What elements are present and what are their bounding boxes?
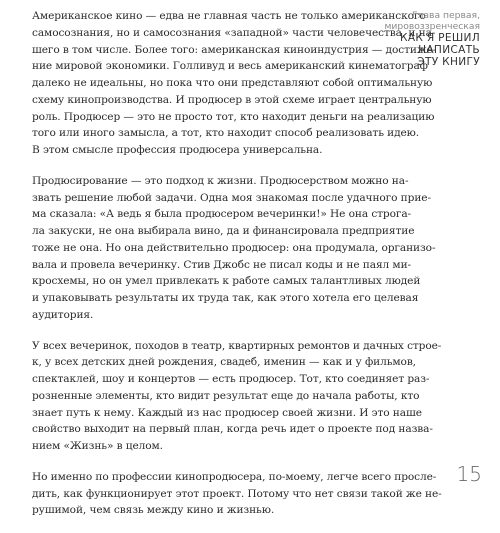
text-line: роль. Продюсер — это не просто тот, кто находит деньги на реализацию [32,110,435,123]
text-line: далеко не идеальны, но пока что они представляют собой оптимальную [32,77,433,89]
text-line: звать решение любой задачи. Одна моя знакомая после удачного прие- [32,191,431,204]
text-line: самосознания, но и самосознания «западной» части человечества, и на- [32,26,436,39]
text-line: аудитория. [32,308,94,321]
text-line: нием «Жизнь» в целом. [32,440,163,452]
text-line: знает путь к нему. Каждый из нас продюсер своей жизни. И это наше [32,406,422,419]
text-line: ла закуски, не она выбирала вино, да и финансировала предприятие [32,225,415,237]
chapter-title-line: ЭТУ КНИГУ [417,56,480,68]
chapter-subtitle-line: мировоззренческая [384,21,480,32]
paragraph [32,173,436,324]
text-line: тоже не она. Но она действительно продюсер: она продумала, организо- [32,241,436,254]
text-line: ние мировой экономики. Голливуд и весь американский кинематограф [32,60,428,73]
paragraph [32,469,442,519]
text-line: шего в том числе. Более того: американская киноиндустрия — достиже- [32,43,437,56]
text-line: Американское кино — едва не главная часть не только американского [32,10,426,22]
text-line: ма сказала: «А ведь я была продюсером вечеринки!» Не она строга- [32,208,412,221]
chapter-title-line: КАК Я РЕШИЛ [400,32,480,44]
text-line: того или иного замысла, а тот, кто находит способ реализовать идею. [32,127,420,140]
text-line: свойство выходит на первый план, когда речь идет о проекте под назва- [32,423,433,436]
chapter-subtitle-line: Глава первая, [411,10,480,21]
text-line: В этом смысле профессия продюсера универсальна. [32,144,323,156]
text-line: рушимой, чем связь между кино и жизнью. [32,504,275,517]
paragraph [32,338,442,455]
chapter-title-line: НАПИСАТЬ [418,44,480,56]
text-line: Но именно по профессии кинопродюсера, по-моему, легче всего просле- [32,470,437,483]
chapter-header [360,10,480,68]
text-line: Продюсирование — это подход к жизни. Продюсерством можно на- [32,174,409,187]
text-line: к, у всех детских дней рождения, свадеб, именин — как и у фильмов, [32,356,416,369]
text-line: спектаклей, шоу и концертов — есть продюсер. Тот, кто соединяет раз- [32,373,430,385]
text-line: и упаковывать результаты их труда так, как этого хотела его целевая [32,292,419,304]
text-line: У всех вечеринок, походов в театр, квартирных ремонтов и дачных строе- [32,339,442,352]
text-line: дить, как функционирует этот проект. Потому что нет связи такой же не- [32,487,442,500]
page-number: 15 [456,462,482,486]
text-line: кросхемы, но он умел привлекать к работе самых талантливых людей [32,275,421,288]
text-line: вала и провела вечеринку. Стив Джобс не писал коды и не паял ми- [32,258,412,271]
text-line: розненные элементы, кто видит результат еще до начала работы, кто [32,389,420,402]
text-line: схему кинопроизводства. И продюсер в этой схеме играет центральную [32,93,432,106]
